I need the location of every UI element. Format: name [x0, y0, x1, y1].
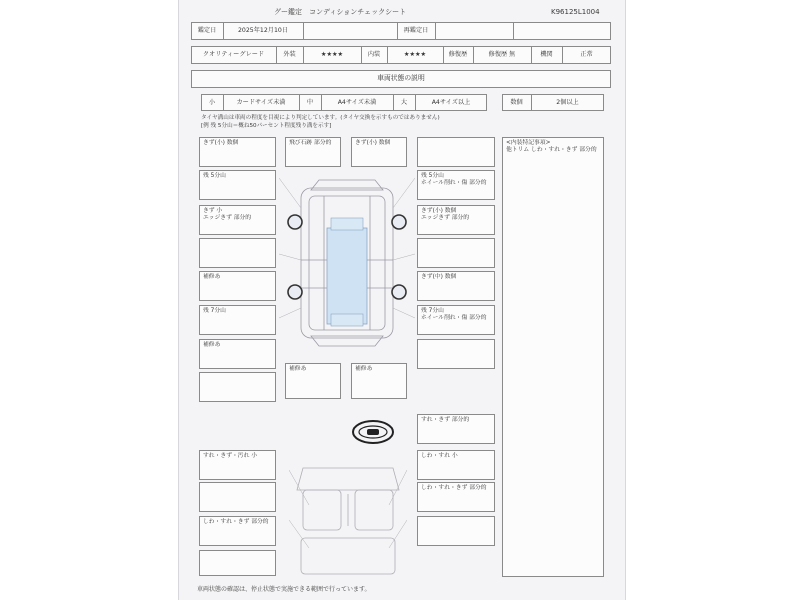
- footer-note: 車両状態の確認は、停止状態で実施できる範囲で行っています。: [197, 586, 371, 593]
- quality-grade-label: クオリティーグレード: [202, 51, 265, 58]
- steering-wheel-icon: [351, 418, 395, 446]
- damage-box-right-2: 残 5分山 ホイール削れ・傷 部分的: [417, 170, 495, 200]
- engine-value: 正常: [580, 51, 593, 58]
- engine-label: 機関: [540, 51, 553, 58]
- interior-stars: ★★★★: [403, 51, 427, 58]
- interior-notes-title: <内装特記事項>: [506, 140, 551, 146]
- interior-box-left-1: すれ・きず・汚れ 小: [199, 450, 276, 480]
- legend-medium: 中: [306, 99, 314, 106]
- damage-box-right-6: 残 7分山 ホイール削れ・傷 部分的: [417, 305, 495, 335]
- tire-note: タイヤ溝山は車両の程度を目視により判定しています。(タイヤ交換を示すものではありません): [201, 115, 440, 121]
- legend-count: 数個: [510, 99, 523, 106]
- damage-box-left-2: 残 5分山: [199, 170, 276, 200]
- interior-label: 内装: [367, 51, 381, 58]
- interior-box-right-4: [417, 516, 495, 546]
- damage-box-right-7: [417, 339, 495, 369]
- interior-box-right-2: しわ・すれ 小: [417, 450, 495, 480]
- repair-history-label: 修復歴: [448, 51, 468, 58]
- damage-box-left-7: 補修あ: [199, 339, 276, 369]
- appraisal-date: 2025年12月10日: [237, 27, 289, 34]
- damage-box-right-3: きず(小) 数個 エッジきず 部分的: [417, 205, 495, 235]
- damage-box-left-8: [199, 372, 276, 402]
- damage-box-bottom-2: 補修あ: [351, 363, 407, 399]
- damage-box-top-2: きず(小) 数個: [351, 137, 407, 167]
- interior-box-right-1: すれ・きず 部分的: [417, 414, 495, 444]
- interior-box-left-2: [199, 482, 276, 512]
- exterior-label: 外装: [283, 51, 296, 58]
- section-title: 車両状態の説明: [377, 74, 425, 82]
- legend-large-desc: A4サイズ以上: [431, 99, 471, 106]
- damage-box-left-5: 補修あ: [199, 271, 276, 301]
- interior-seat-diagram: [289, 460, 407, 578]
- condition-check-sheet: [178, 0, 626, 600]
- legend-small: 小: [208, 99, 216, 106]
- damage-box-left-3: きず 小 エッジきず 部分的: [199, 205, 276, 235]
- reappraisal-date-label: 再鑑定日: [403, 27, 429, 34]
- date-label: 鑑定日: [197, 27, 217, 34]
- legend-medium-desc: A4サイズ未満: [337, 99, 377, 106]
- damage-box-right-4: [417, 238, 495, 268]
- document-id: K96125L1004: [551, 8, 600, 16]
- damage-box-top-1: 飛び石跡 部分的: [285, 137, 341, 167]
- legend-small-desc: カードサイズ未満: [236, 99, 286, 106]
- damage-box-right-1: [417, 137, 495, 167]
- exterior-stars: ★★★★: [320, 51, 344, 58]
- sheet-title: グー鑑定 コンディションチェックシート: [274, 8, 407, 16]
- damage-box-right-5: きず(中) 数個: [417, 271, 495, 301]
- interior-notes-text: 他トリム しわ・すれ・きず 部分的: [506, 147, 597, 153]
- interior-notes-box: [502, 137, 604, 577]
- repair-history-value: 修復歴 無: [488, 51, 516, 58]
- damage-box-left-4: [199, 238, 276, 268]
- damage-box-left-6: 残 7分山: [199, 305, 276, 335]
- damage-box-bottom-1: 補修あ: [285, 363, 341, 399]
- car-top-view-diagram: [279, 168, 415, 358]
- legend-large: 大: [400, 99, 408, 106]
- interior-box-right-3: しわ・すれ・きず 部分的: [417, 482, 495, 512]
- damage-box-left-1: きず(小) 数個: [199, 137, 276, 167]
- tire-note-example: [例 残 5分山＝概ね50パーセント程度残り溝を示す]: [201, 123, 332, 129]
- legend-count-desc: 2個以上: [556, 99, 579, 106]
- interior-box-left-4: [199, 550, 276, 576]
- interior-box-left-3: しわ・すれ・きず 部分的: [199, 516, 276, 546]
